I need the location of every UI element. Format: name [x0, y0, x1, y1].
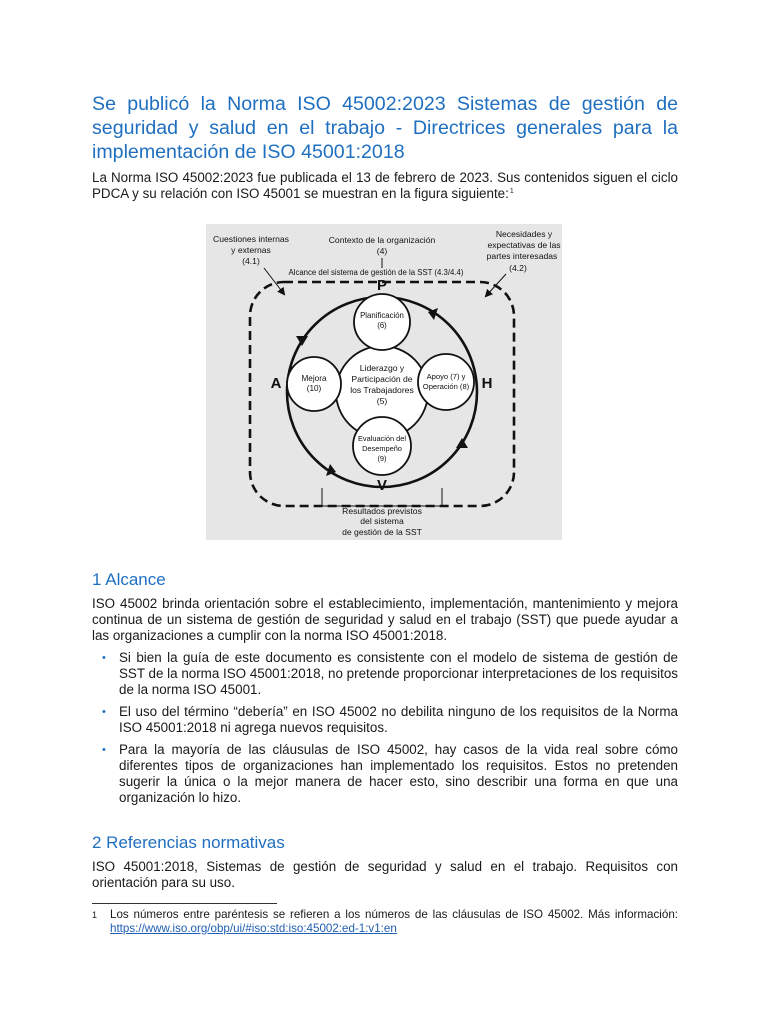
pdca-diagram	[206, 224, 562, 540]
needs-label-1: Necesidades y	[495, 229, 553, 239]
plan-letter: P	[376, 277, 388, 294]
bullet-icon: •	[102, 652, 106, 664]
footnote-divider	[92, 903, 277, 904]
intro-paragraph	[92, 170, 678, 202]
footnote	[92, 908, 678, 936]
section-heading: 1 Alcance	[92, 570, 166, 589]
results-label-1: Resultados previstos	[342, 506, 422, 516]
bullet-icon: •	[102, 744, 106, 756]
context-label-1: Contexto de la organización	[328, 235, 436, 245]
do-letter: H	[481, 375, 493, 392]
issues-label-3: (4.1)	[242, 256, 260, 266]
needs-arrow	[486, 274, 506, 296]
evaluation-label-3: (9)	[377, 454, 387, 463]
needs-label-3: partes interesadas	[486, 251, 558, 261]
improvement-label-1: Mejora	[301, 374, 327, 383]
bullet-icon: •	[102, 706, 106, 718]
improvement-label-2: (10)	[306, 384, 322, 393]
list-item-text: El uso del término “debería” en ISO 45002 no debilita ninguno de los requisitos de la Norma ISO 45001:2018 ni agrega nuevos requisitos.	[119, 704, 678, 735]
results-label-3: de gestión de la SST	[342, 527, 422, 537]
list-item-text: Para la mayoría de las cláusulas de ISO 45002, hay casos de la vida real sobre cómo diferentes tipos de organizaciones han implementado los requisitos. Estos no pretenden sugerir la única o la mejor manera de hacer esto, sino describir una forma en que una organización lo hizo.	[119, 742, 678, 805]
footnote-link[interactable]: https://www.iso.org/obp/ui/#iso:std:iso:45002:ed-1:v1:en	[110, 922, 397, 935]
needs-label-4: (4.2)	[509, 263, 527, 273]
check-letter: V	[376, 477, 388, 494]
list-item-text: Si bien la guía de este documento es consistente con el modelo de sistema de gestión de SST de la norma ISO 45001:2018, no pretende proporcionar interpretaciones de los requisitos de la norma ISO 45001.	[119, 650, 678, 697]
section-heading: 2 Referencias normativas	[92, 833, 285, 852]
evaluation-label-2: Desempeño	[362, 444, 402, 453]
results-label-2: del sistema	[360, 516, 404, 526]
support-label-2: Operación (8)	[422, 382, 470, 391]
pdca-figure	[206, 224, 562, 540]
needs-label-2: expectativas de las	[487, 240, 561, 250]
footnote-body	[110, 908, 678, 936]
leadership-label-2: Participación de	[351, 374, 413, 384]
section-paragraph: ISO 45001:2018, Sistemas de gestión de seguridad y salud en el trabajo. Requisitos con orientación para su uso.	[92, 859, 678, 890]
footnote-reference[interactable]: 1	[509, 187, 514, 195]
section-paragraph: ISO 45002 brinda orientación sobre el establecimiento, implementación, mantenimiento y mejora continua de un sistema de gestión de seguridad y salud en el trabajo (SST) que puede ayudar a las organizaciones a cumplir con la norma ISO 45001:2018.	[92, 596, 678, 643]
leadership-label-3: los Trabajadores	[350, 385, 414, 395]
leadership-label-4: (5)	[376, 396, 388, 406]
cycle-arrow-ap	[296, 336, 308, 346]
planning-label-2: (6)	[377, 321, 387, 330]
evaluation-label-1: Evaluación del	[357, 434, 407, 443]
list-item	[92, 650, 678, 698]
support-label-1: Apoyo (7) y	[426, 372, 466, 381]
leadership-label-1: Liderazgo y	[359, 363, 405, 373]
act-letter: A	[270, 375, 282, 392]
intro-text: La Norma ISO 45002:2023 fue publicada el 13 de febrero de 2023. Sus contenidos siguen el ciclo PDCA y su relación con ISO 45001 se muestran en la figura siguiente:	[92, 170, 678, 201]
footnote-number: 1	[92, 910, 98, 920]
cycle-arrow-hv	[456, 438, 468, 448]
planning-label-1: Planificación	[360, 311, 404, 320]
page-title: Se publicó la Norma ISO 45002:2023 Sistemas de gestión de seguridad y salud en el trabajo - Directrices generales para la implementación de ISO 45001:2018	[92, 93, 678, 163]
page-body	[92, 92, 678, 202]
bullet-list	[92, 650, 678, 806]
section-alcance	[92, 570, 678, 812]
list-item	[92, 742, 678, 806]
list-item	[92, 704, 678, 736]
issues-label-2: y externas	[231, 245, 271, 255]
section-referencias	[92, 833, 678, 891]
context-label-2: (4)	[376, 246, 388, 256]
footnote-text: Los números entre paréntesis se refieren a los números de las cláusulas de ISO 45002. Más información:	[110, 908, 678, 921]
issues-label-1: Cuestiones internas	[213, 234, 289, 244]
scope-label: Alcance del sistema de gestión de la SST (4.3/4.4)	[288, 268, 464, 277]
